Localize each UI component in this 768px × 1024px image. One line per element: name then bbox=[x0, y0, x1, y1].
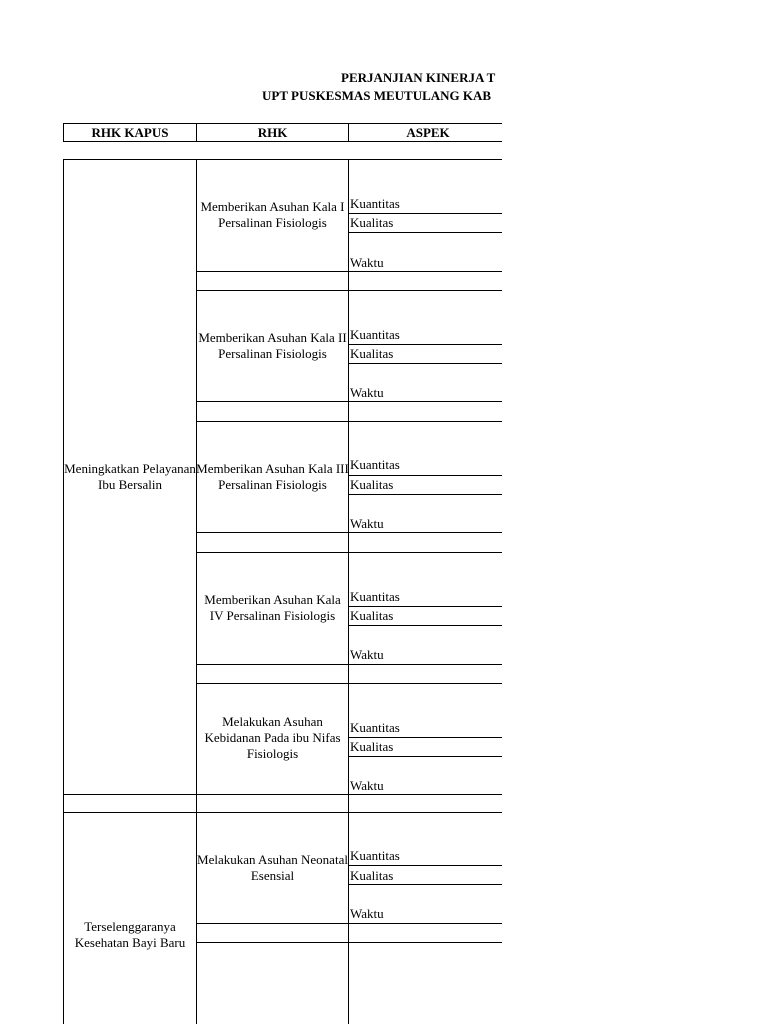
rhk-kapus-cell: Meningkatkan Pelayanan Ibu Bersalin bbox=[64, 461, 196, 492]
rhk-kapus-cell: Terselenggaranya Kesehatan Bayi Baru bbox=[74, 919, 186, 950]
rhk-cell: Memberikan Asuhan Kala II Persalinan Fisiologis bbox=[198, 330, 347, 361]
grid-line bbox=[63, 812, 64, 1024]
header-aspek: ASPEK bbox=[348, 123, 502, 142]
rhk-cell: Memberikan Asuhan Kala I Persalinan Fisiologis bbox=[200, 199, 345, 230]
rhk-cell: Melakukan Asuhan Neonatal Esensial bbox=[197, 852, 348, 883]
grid-line bbox=[63, 794, 502, 795]
grid-line bbox=[63, 812, 502, 813]
aspek-cell: Kuantitas bbox=[350, 327, 400, 342]
grid-line bbox=[196, 271, 502, 272]
aspek-cell: Kualitas bbox=[350, 868, 394, 883]
aspek-cell: Waktu bbox=[350, 385, 384, 400]
grid-line bbox=[196, 683, 502, 684]
grid-line bbox=[348, 606, 502, 607]
aspek-cell: Kualitas bbox=[350, 739, 394, 754]
aspek-cell: Waktu bbox=[350, 516, 384, 531]
grid-line bbox=[348, 344, 502, 345]
aspek-cell: Kualitas bbox=[350, 477, 394, 492]
grid-line bbox=[348, 475, 502, 476]
aspek-cell: Waktu bbox=[350, 255, 384, 270]
grid-line bbox=[348, 213, 502, 214]
grid-line bbox=[196, 421, 502, 422]
grid-line bbox=[196, 923, 502, 924]
rhk-cell: Memberikan Asuhan Kala III Persalinan Fisiologis bbox=[196, 461, 349, 492]
aspek-cell: Waktu bbox=[350, 647, 384, 662]
aspek-cell: Waktu bbox=[350, 906, 384, 921]
document-title-line1: PERJANJIAN KINERJA T bbox=[341, 70, 496, 85]
grid-line bbox=[196, 552, 502, 553]
grid-line bbox=[63, 159, 502, 160]
aspek-cell: Kuantitas bbox=[350, 457, 400, 472]
aspek-cell: Kuantitas bbox=[350, 589, 400, 604]
grid-line bbox=[348, 737, 502, 738]
aspek-cell: Kualitas bbox=[350, 346, 394, 361]
aspek-cell: Kuantitas bbox=[350, 720, 400, 735]
grid-line bbox=[63, 794, 64, 812]
grid-line bbox=[348, 494, 502, 495]
aspek-cell: Kualitas bbox=[350, 215, 394, 230]
header-rhk: RHK bbox=[196, 123, 349, 142]
aspek-cell: Waktu bbox=[350, 778, 384, 793]
header-rhk-kapus: RHK KAPUS bbox=[63, 123, 197, 142]
rhk-cell: Memberikan Asuhan Kala IV Persalinan Fisiologis bbox=[204, 592, 341, 623]
grid-line bbox=[196, 942, 502, 943]
grid-line bbox=[196, 290, 502, 291]
aspek-cell: Kualitas bbox=[350, 608, 394, 623]
grid-line bbox=[348, 884, 502, 885]
aspek-cell: Kuantitas bbox=[350, 196, 400, 211]
aspek-cell: Kuantitas bbox=[350, 848, 400, 863]
grid-line bbox=[348, 756, 502, 757]
grid-line bbox=[348, 865, 502, 866]
grid-line bbox=[348, 232, 502, 233]
grid-line bbox=[196, 401, 502, 402]
grid-line bbox=[348, 363, 502, 364]
grid-line bbox=[348, 625, 502, 626]
grid-line bbox=[196, 532, 502, 533]
document-title-line2: UPT PUSKESMAS MEUTULANG KAB bbox=[262, 88, 492, 103]
rhk-cell: Melakukan Asuhan Kebidanan Pada ibu Nifas Fisiologis bbox=[204, 714, 341, 761]
grid-line bbox=[196, 664, 502, 665]
